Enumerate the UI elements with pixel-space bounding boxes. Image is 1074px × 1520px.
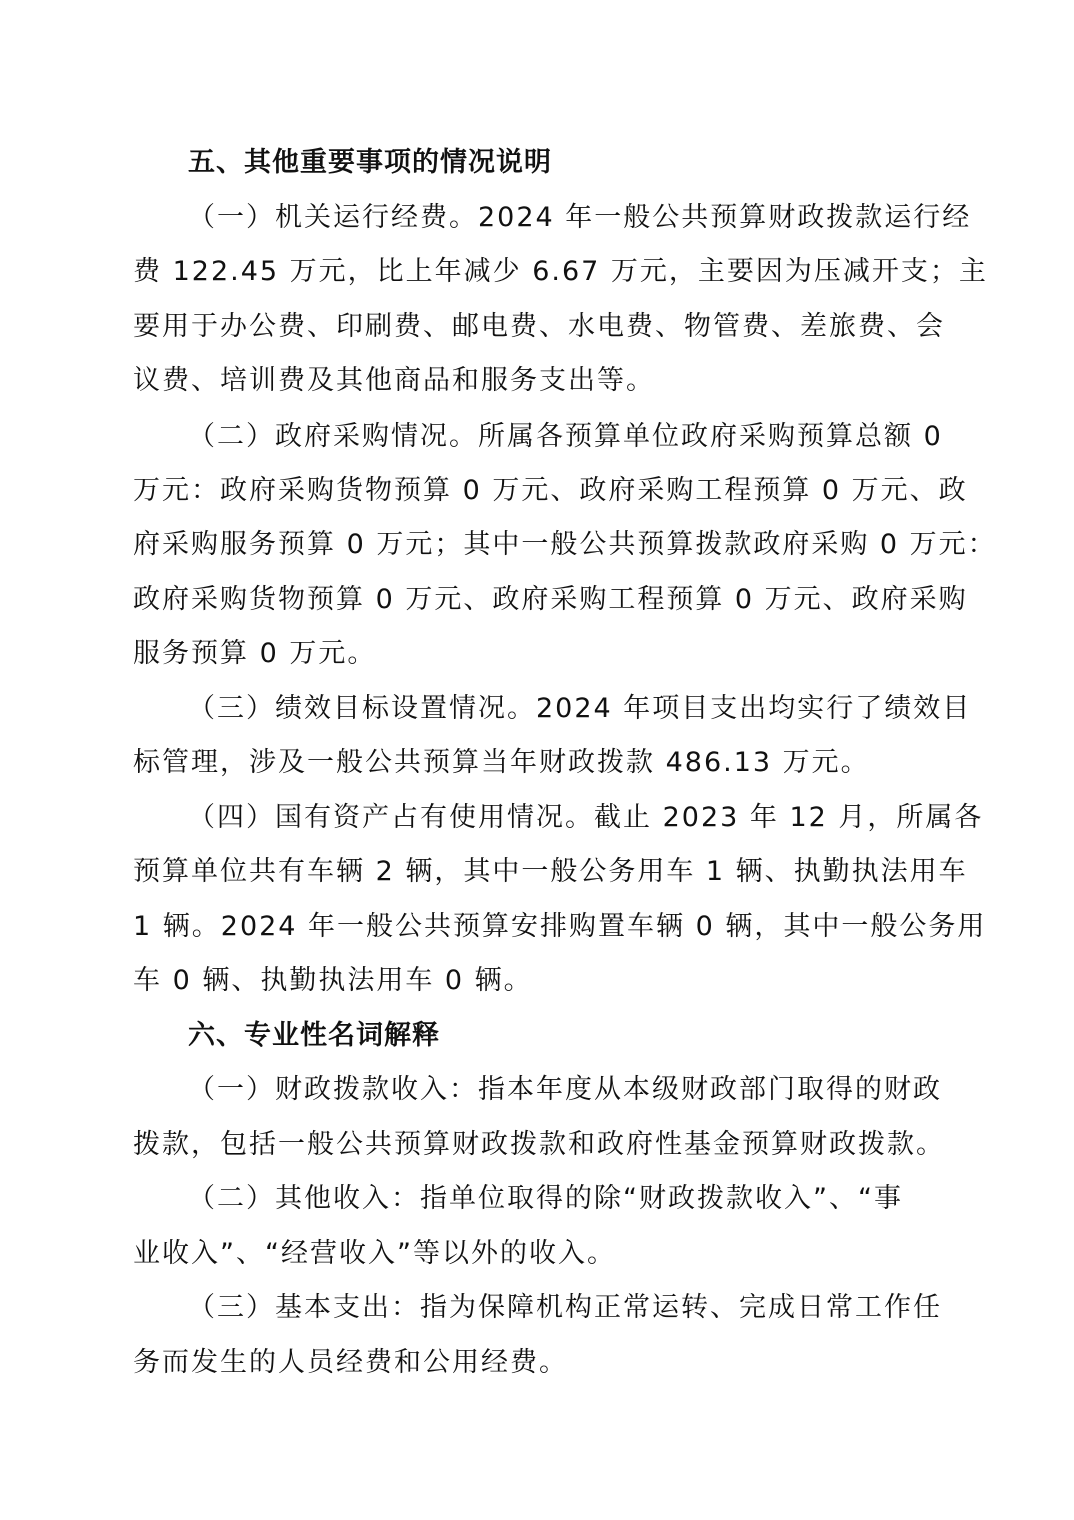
paragraph-line: 务而发生的人员经费和公用经费。: [133, 1347, 568, 1378]
paragraph-line: 标管理，涉及一般公共预算当年财政拨款 486.13 万元。: [133, 747, 870, 778]
paragraph-line: 万元：政府采购货物预算 0 万元、政府采购工程预算 0 万元、政: [133, 475, 968, 506]
paragraph-line: （二）政府采购情况。所属各预算单位政府采购预算总额 0: [188, 421, 943, 452]
paragraph-line: （一）财政拨款收入：指本年度从本级财政部门取得的财政: [188, 1074, 942, 1105]
paragraph-line: （四）国有资产占有使用情况。截止 2023 年 12 月，所属各: [188, 802, 984, 833]
section-heading-terminology: 六、专业性名词解释: [188, 1020, 440, 1051]
paragraph-line: 预算单位共有车辆 2 辆，其中一般公务用车 1 辆、执勤执法用车: [133, 856, 968, 887]
paragraph-line: （三）基本支出：指为保障机构正常运转、完成日常工作任: [188, 1292, 942, 1323]
paragraph-line: （三）绩效目标设置情况。2024 年项目支出均实行了绩效目: [188, 693, 972, 724]
paragraph-line: 1 辆。2024 年一般公共预算安排购置车辆 0 辆，其中一般公务用: [133, 911, 987, 942]
paragraph-line: 车 0 辆、执勤执法用车 0 辆。: [133, 965, 533, 996]
paragraph-line: 业收入”、“经营收入”等以外的收入。: [133, 1238, 616, 1269]
section-heading-other-matters: 五、其他重要事项的情况说明: [188, 147, 552, 178]
paragraph-line: 府采购服务预算 0 万元；其中一般公共预算拨款政府采购 0 万元：: [133, 529, 997, 560]
paragraph-line: 费 122.45 万元，比上年减少 6.67 万元，主要因为压减开支；主: [133, 256, 988, 287]
paragraph-line: 服务预算 0 万元。: [133, 638, 377, 669]
paragraph-line: 政府采购货物预算 0 万元、政府采购工程预算 0 万元、政府采购: [133, 584, 968, 615]
paragraph-line: （一）机关运行经费。2024 年一般公共预算财政拨款运行经: [188, 202, 972, 233]
paragraph-line: 要用于办公费、印刷费、邮电费、水电费、物管费、差旅费、会: [133, 311, 945, 342]
paragraph-line: 拨款，包括一般公共预算财政拨款和政府性基金预算财政拨款。: [133, 1129, 945, 1160]
paragraph-line: 议费、培训费及其他商品和服务支出等。: [133, 365, 655, 396]
paragraph-line: （二）其他收入：指单位取得的除“财政拨款收入”、“事: [188, 1183, 903, 1214]
